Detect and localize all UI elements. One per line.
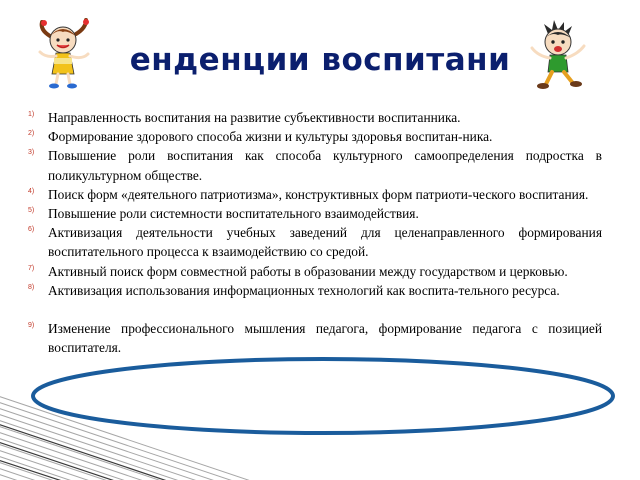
list-item xyxy=(10,262,602,281)
list-item xyxy=(10,319,602,357)
slide-title: енденции воспитани xyxy=(129,42,511,78)
list-item-text: Повышение роли системности воспитательного взаимодействия. xyxy=(48,206,419,222)
list-item-text: Активный поиск форм совместной работы в образовании между государством и церковью. xyxy=(48,263,568,279)
list-item xyxy=(10,185,602,204)
list-item-text: Формирование здорового способа жизни и культуры здоровья воспитан-ника. xyxy=(48,129,493,145)
list-item-text: Изменение профессионального мышления педагога, формирование педагога с позицией воспитателя. xyxy=(48,321,602,356)
list-item-number: 9) xyxy=(28,322,35,330)
list-item xyxy=(10,146,602,184)
cartoon-boy-icon xyxy=(526,20,602,92)
list-item-number: 4) xyxy=(28,187,35,195)
list-item-text: Направленность воспитания на развитие субъективности воспитанника. xyxy=(48,110,461,125)
list-item-text: Активизация деятельности учебных заведений для целенаправленного формирования воспитательного процесса к взаимодействию со средой. xyxy=(48,225,602,260)
list-item-number: 1) xyxy=(28,111,35,118)
list-item-number: 2) xyxy=(28,130,35,138)
corner-stripes-decoration xyxy=(0,388,260,480)
list-item-number: 6) xyxy=(28,226,35,234)
list-item-number: 7) xyxy=(28,264,35,272)
list-item-number: 5) xyxy=(28,207,35,215)
list-item-text: Повышение роли воспитания как способа культурного самоопределения подростка в поликультурном обществе. xyxy=(48,148,602,183)
tendencies-list xyxy=(10,108,602,357)
list-item xyxy=(10,108,602,127)
list-item-text: Активизация использования информационных технологий как воспита-тельного ресурса. xyxy=(48,282,560,298)
list-item-number: 8) xyxy=(28,283,35,291)
list-item xyxy=(10,281,602,300)
list-item xyxy=(10,127,602,146)
list-item xyxy=(10,223,602,261)
list-item-text: Поиск форм «деятельного патриотизма», конструктивных форм патриоти-ческого воспитания. xyxy=(48,186,589,202)
list-item-number: 3) xyxy=(28,149,35,157)
list-item xyxy=(10,204,602,223)
